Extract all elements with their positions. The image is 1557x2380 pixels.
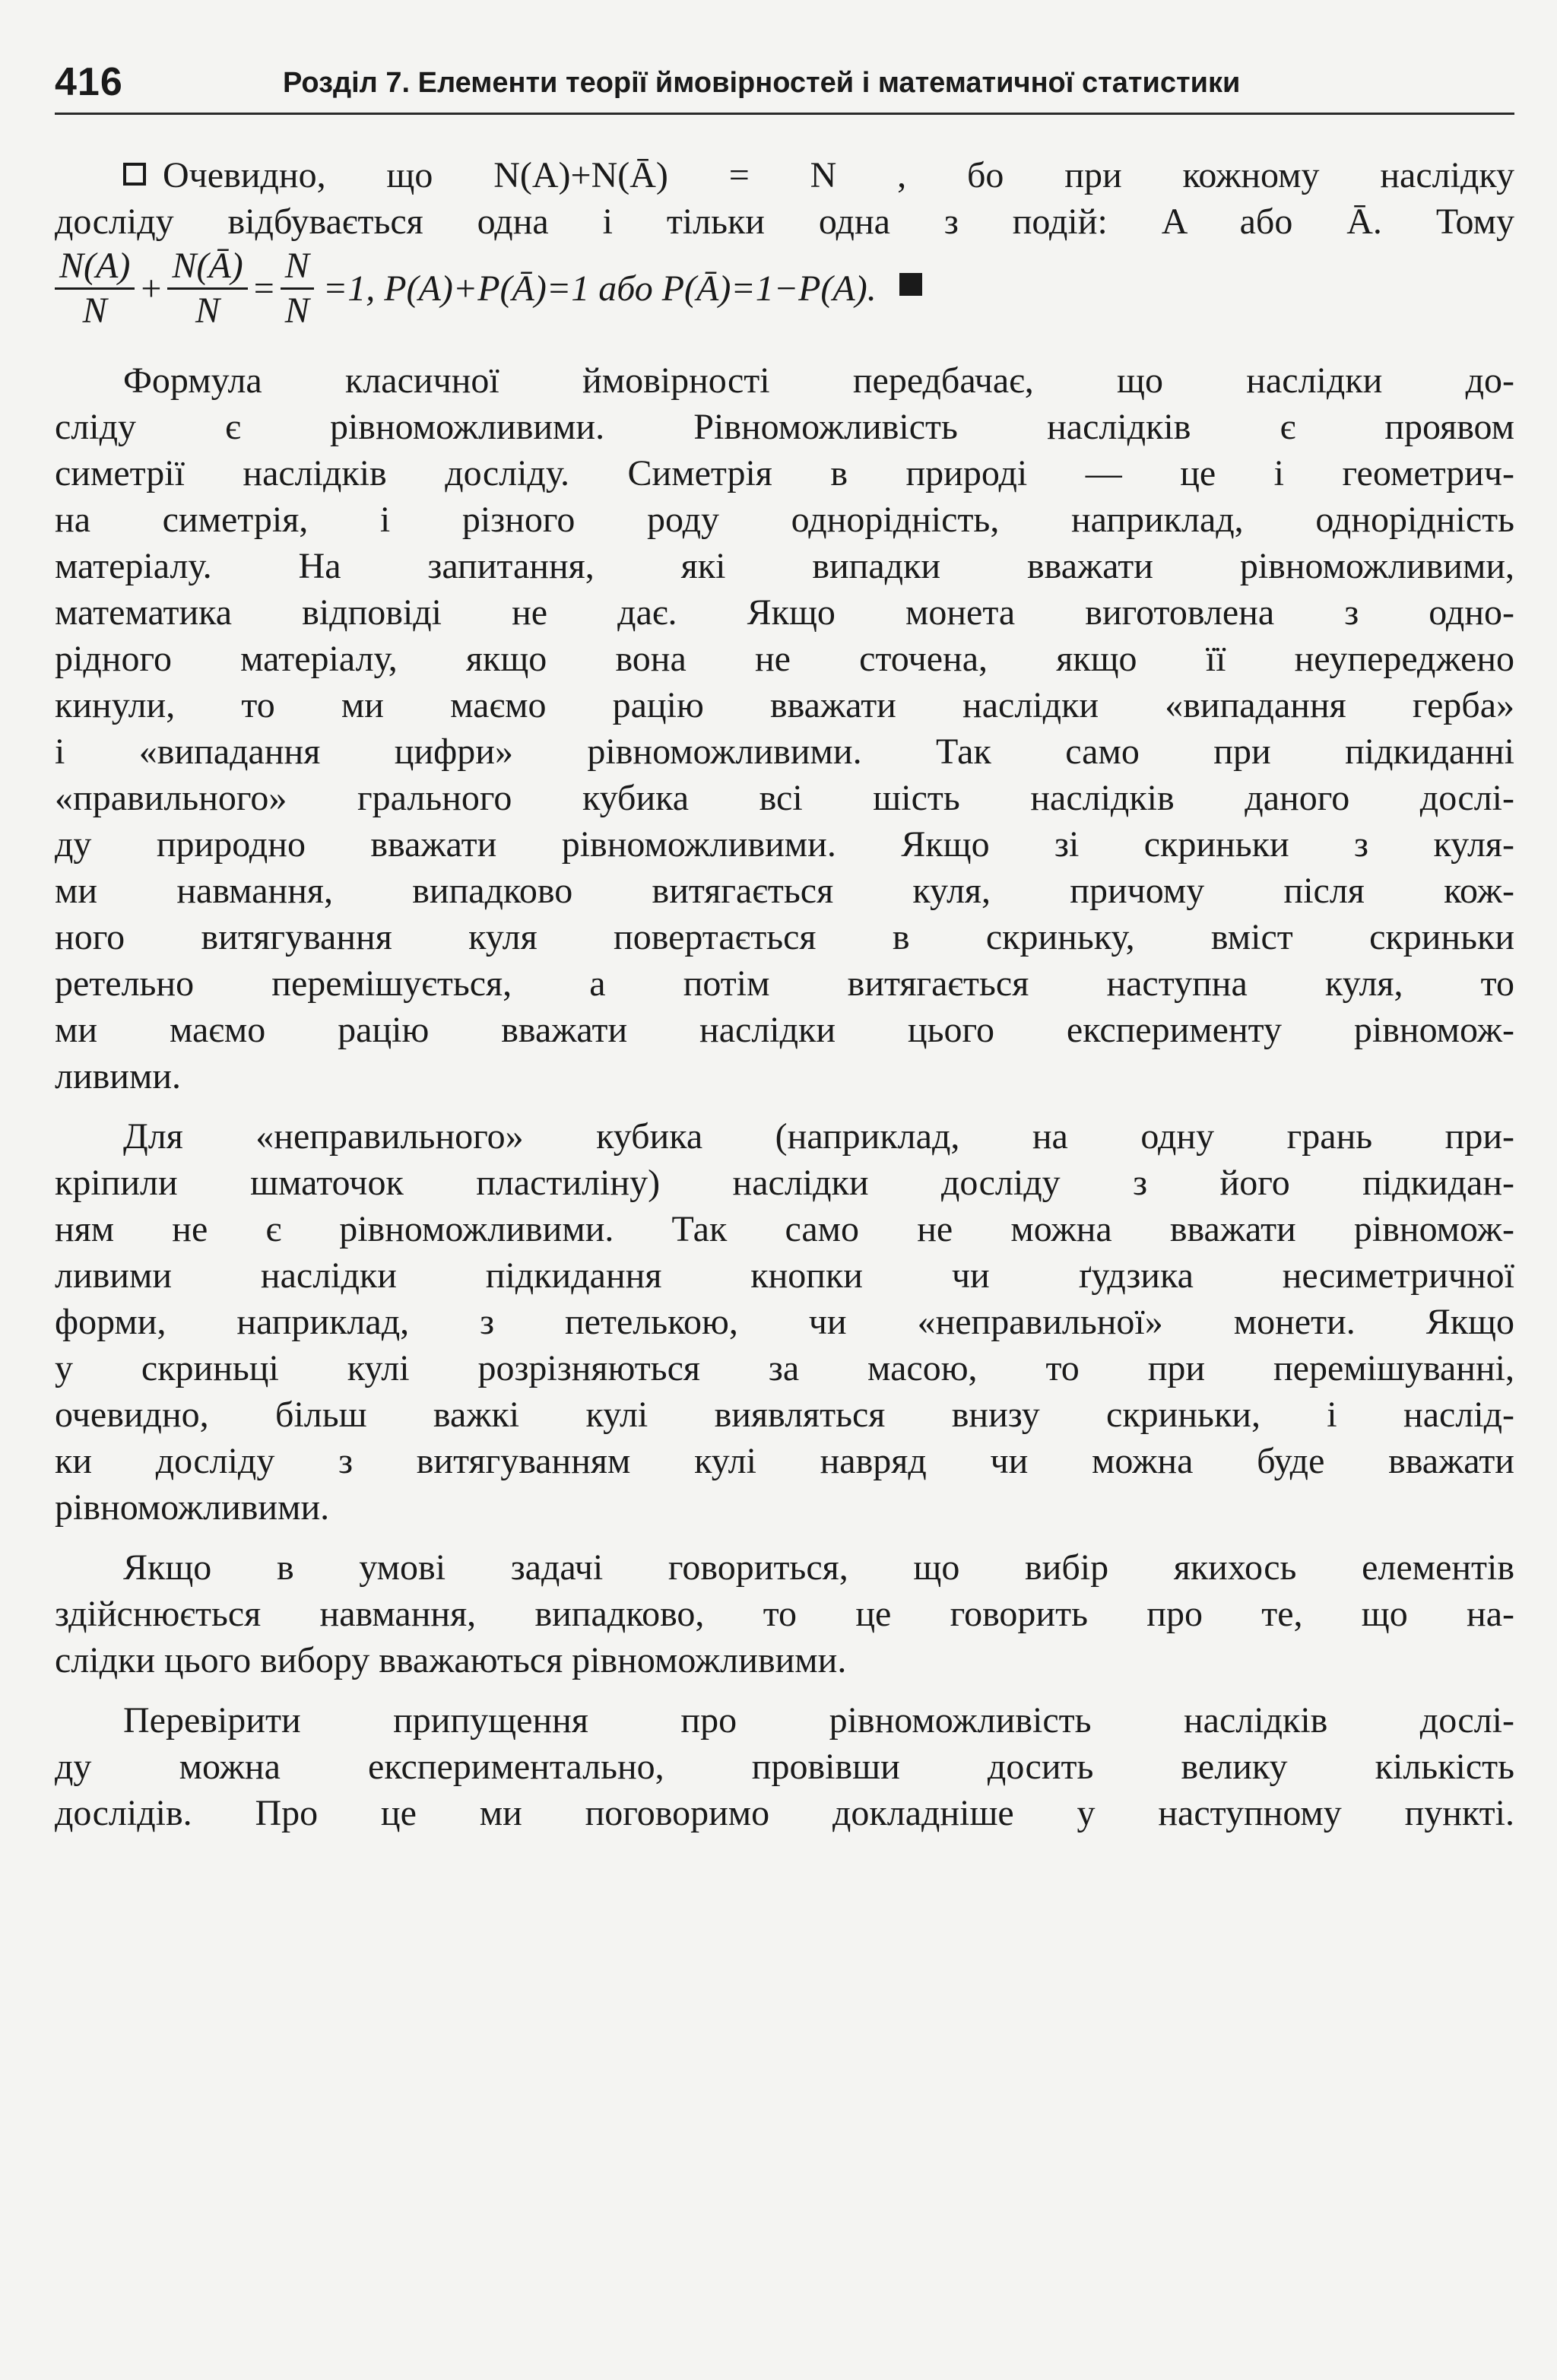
fraction-numerator: N(A) [55,245,135,290]
fraction-denominator: N [82,290,107,331]
text-line: здійснюється навмання, випадково, то це говорить про те, що на- [55,1594,1514,1634]
text-line: очевидно, більш важкі кулі виявляться внизу скриньки, і наслід- [55,1395,1514,1435]
proof-line-1 [55,152,1514,198]
text-line: ки досліду з витягуванням кулі навряд чи можна буде вважати [55,1441,1514,1481]
text-line: ретельно перемішується, а потім витягається наступна куля, то [55,963,1514,1004]
page-number: 416 [55,60,123,104]
text-line: у скриньці кулі розрізняються за масою, то при перемішуванні, [55,1348,1514,1388]
text-line: кріпили шматочок пластиліну) наслідки досліду з його підкидан- [55,1163,1514,1203]
fraction-numerator: N [281,245,314,290]
fraction-denominator: N [195,290,220,331]
equals-sign: = [253,268,274,309]
text-line: слідки цього вибору вважаються рівноможливими. [55,1640,847,1680]
text-line: сліду є рівноможливими. Рівноможливість наслідків є проявом [55,407,1514,447]
proof-end-square-icon [899,273,922,296]
text-line: дослідів. Про це ми поговоримо докладніше у наступному пункті. [55,1793,1514,1833]
text-line: Для «неправильного» кубика (наприклад, на одну грань при- [123,1116,1514,1157]
text-line: форми, наприклад, з петелькою, чи «неправильної» монети. Якщо [55,1302,1514,1342]
plus-sign: + [141,268,162,309]
text-line: Якщо в умові задачі говориться, що вибір якихось елементів [123,1547,1514,1588]
text-line: ного витягування куля повертається в скриньку, вміст скриньки [55,917,1514,957]
text-line: кинули, то ми маємо рацію вважати наслідки «випадання герба» [55,685,1514,725]
proof-formula [55,245,1514,344]
chapter-title: Розділ 7. Елементи теорії ймовірностей і математичної статистики [283,67,1241,99]
text-line: і «випадання цифри» рівноможливими. Так само при підкиданні [55,731,1514,772]
fraction-n-over-n [281,245,314,332]
fraction-na-over-n [55,245,135,332]
fraction-denominator: N [284,290,309,331]
text-line: ливими. [55,1056,182,1096]
text-line: Формула класичної ймовірності передбачає, що наслідки до- [123,360,1514,401]
running-header [55,59,1514,115]
text-line: ду природно вважати рівноможливими. Якщо зі скриньки з куля- [55,824,1514,865]
formula-tail: =1, P(A)+P(Ā)=1 або P(Ā)=1−P(A). [322,268,877,309]
text-line: ливими наслідки підкидання кнопки чи ґудзика несиметричної [55,1255,1514,1296]
proof-line-1-text: Очевидно, що N(A)+N(Ā) = N , бо при кожному наслідку [163,155,1514,195]
text-line: ми навмання, випадково витягається куля, причому після кож- [55,871,1514,911]
paragraph-equiprobability [55,357,1514,1100]
text-line: ду можна експериментально, провівши досить велику кількість [55,1747,1514,1787]
text-line: симетрії наслідків досліду. Симетрія в природі — це і геометрич- [55,453,1514,493]
main-text [55,152,1514,1836]
text-line: матеріалу. На запитання, які випадки вважати рівноможливими, [55,546,1514,586]
text-line: «правильного» грального кубика всі шість наслідків даного дослі- [55,778,1514,818]
paragraph-experimental-check [55,1697,1514,1836]
proof-start-square-icon [123,163,146,186]
text-line: на симетрія, і різного роду однорідність, наприклад, однорідність [55,500,1514,540]
text-line: рівноможливими. [55,1487,330,1528]
text-line: ми маємо рацію вважати наслідки цього експерименту рівномож- [55,1010,1514,1050]
text-line: Перевірити припущення про рівноможливість наслідків дослі- [123,1700,1514,1741]
paragraph-irregular-dice [55,1113,1514,1531]
proof-line-2: досліду відбувається одна і тільки одна з подій: A або Ā. Тому [55,202,1514,242]
fraction-numerator: N(Ā) [167,245,247,290]
fraction-nabar-over-n [167,245,247,332]
text-line: ням не є рівноможливими. Так само не можна вважати рівномож- [55,1209,1514,1249]
paragraph-random-choice [55,1544,1514,1683]
text-line: математика відповіді не дає. Якщо монета виготовлена з одно- [55,592,1514,633]
text-line: рідного матеріалу, якщо вона не сточена, якщо її неупереджено [55,639,1514,679]
